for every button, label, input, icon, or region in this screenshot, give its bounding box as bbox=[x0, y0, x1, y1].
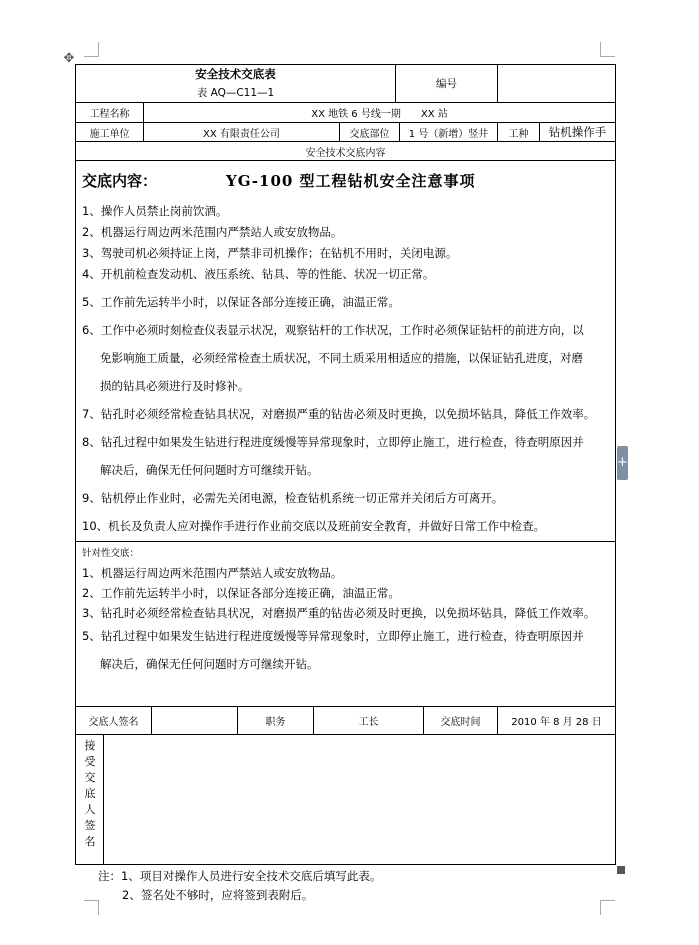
targeted-line: 1、机器运行周边两米范围内严禁站人或安放物品。 bbox=[82, 566, 343, 580]
content-line: 免影响施工质量，必须经常检查土质状况，不同土质采用相适应的措施，以保证钻孔进度，对磨 bbox=[100, 351, 583, 365]
giver-signature-label: 交底人签名 bbox=[88, 717, 139, 728]
receiver-label-char: 接 bbox=[84, 739, 96, 752]
targeted-line: 5、钻孔过程中如果发生钻进行程进度缓慢等异常现象时，立即停止施工，进行检查，待查明原因并 bbox=[82, 629, 584, 643]
handover-time-label: 交底时间 bbox=[440, 717, 481, 728]
table-border bbox=[75, 64, 76, 865]
handover-part-label: 交底部位 bbox=[349, 128, 390, 140]
row-divider bbox=[75, 541, 616, 542]
handover-part-value[interactable]: 1 号（新增）竖井 bbox=[408, 128, 489, 140]
content-line: 4、开机前检查发动机、液压系统、钻具、等的性能、状况一切正常。 bbox=[82, 267, 435, 281]
number-field[interactable] bbox=[498, 65, 615, 102]
position-label: 职务 bbox=[265, 717, 286, 728]
content-line: 解决后，确保无任何问题时方可继续开钻。 bbox=[100, 463, 319, 477]
table-move-handle-icon[interactable]: ✥ bbox=[63, 51, 75, 66]
receiver-label-char: 交 bbox=[84, 771, 96, 784]
trade-value[interactable]: 钻机操作手 bbox=[548, 125, 607, 139]
page-corner-mark bbox=[84, 900, 99, 915]
content-line: 9、钻机停止作业时，必需先关闭电源，检查钻机系统一切正常并关闭后方可离开。 bbox=[82, 491, 504, 505]
content-line: 2、机器运行周边两米范围内严禁站人或安放物品。 bbox=[82, 225, 343, 239]
page-corner-mark bbox=[600, 900, 615, 915]
content-heading-label: 交底内容： bbox=[82, 172, 158, 190]
project-name-label: 工程名称 bbox=[89, 109, 130, 120]
receiver-label-char: 人 bbox=[84, 803, 96, 816]
content-heading-title: YG-100 型工程钻机安全注意事项 bbox=[226, 172, 476, 190]
targeted-line: 2、工作前先运转半小时，以保证各部分连接正确，油温正常。 bbox=[82, 586, 400, 600]
receiver-label-char: 受 bbox=[84, 755, 96, 768]
content-line: 3、驾驶司机必须持证上岗，严禁非司机操作；在钻机不用时，关闭电源。 bbox=[82, 246, 458, 260]
note-line: 注：1、项目对操作人员进行安全技术交底后填写此表。 bbox=[98, 869, 382, 883]
number-label: 编号 bbox=[436, 78, 457, 90]
content-line: 10、机长及负责人应对操作手进行作业前交底以及班前安全教育，并做好日常工作中检查。 bbox=[82, 519, 546, 533]
receiver-signature-label bbox=[83, 738, 97, 850]
row-divider bbox=[75, 160, 616, 161]
content-line: 6、工作中必须时刻检查仪表显示状况，观察钻杆的工作状况，工作时必须保证钻杆的前进方向，以 bbox=[82, 323, 584, 337]
table-border bbox=[75, 864, 616, 865]
add-column-button[interactable]: + bbox=[617, 446, 628, 480]
page-corner-mark bbox=[600, 42, 615, 57]
giver-signature-field[interactable] bbox=[152, 707, 237, 734]
project-name-value[interactable]: XX 地铁 6 号线一期 XX 站 bbox=[311, 109, 448, 120]
targeted-line: 3、钻孔时必须经常检查钻具状况，对磨损严重的钻齿必须及时更换，以免损坏钻具，降低工作效率。 bbox=[82, 606, 596, 620]
form-title: 安全技术交底表 bbox=[195, 67, 276, 81]
targeted-line: 解决后，确保无任何问题时方可继续开钻。 bbox=[100, 657, 319, 671]
note-line: 2、签名处不够时，应将签到表附后。 bbox=[122, 888, 314, 902]
content-line: 8、钻孔过程中如果发生钻进行程进度缓慢等异常现象时，立即停止施工，进行检查，待查明原因并 bbox=[82, 435, 584, 449]
construction-unit-value[interactable]: XX 有限责任公司 bbox=[203, 128, 280, 140]
table-border bbox=[615, 64, 616, 865]
section-header: 安全技术交底内容 bbox=[305, 147, 386, 159]
receiver-label-char: 签 bbox=[84, 819, 96, 832]
targeted-label: 针对性交底： bbox=[82, 548, 140, 559]
table-resize-handle-icon[interactable] bbox=[617, 866, 625, 874]
content-line: 1、操作人员禁止岗前饮酒。 bbox=[82, 204, 228, 218]
position-value[interactable]: 工长 bbox=[358, 717, 379, 728]
receiver-label-char: 名 bbox=[84, 835, 96, 848]
form-code: 表 AQ—C11—1 bbox=[196, 86, 275, 99]
receiver-signature-area[interactable] bbox=[104, 735, 615, 864]
handover-time-value[interactable]: 2010 年 8 月 28 日 bbox=[511, 717, 602, 728]
content-line: 损的钻具必须进行及时修补。 bbox=[100, 379, 250, 393]
construction-unit-label: 施工单位 bbox=[89, 128, 130, 140]
content-line: 7、钻孔时必须经常检查钻具状况，对磨损严重的钻齿必须及时更换，以免损坏钻具，降低工作效率。 bbox=[82, 407, 596, 421]
receiver-label-char: 底 bbox=[84, 787, 96, 800]
trade-label: 工种 bbox=[508, 128, 529, 140]
page-corner-mark bbox=[84, 42, 99, 57]
content-line: 5、工作前先运转半小时，以保证各部分连接正确，油温正常。 bbox=[82, 295, 400, 309]
